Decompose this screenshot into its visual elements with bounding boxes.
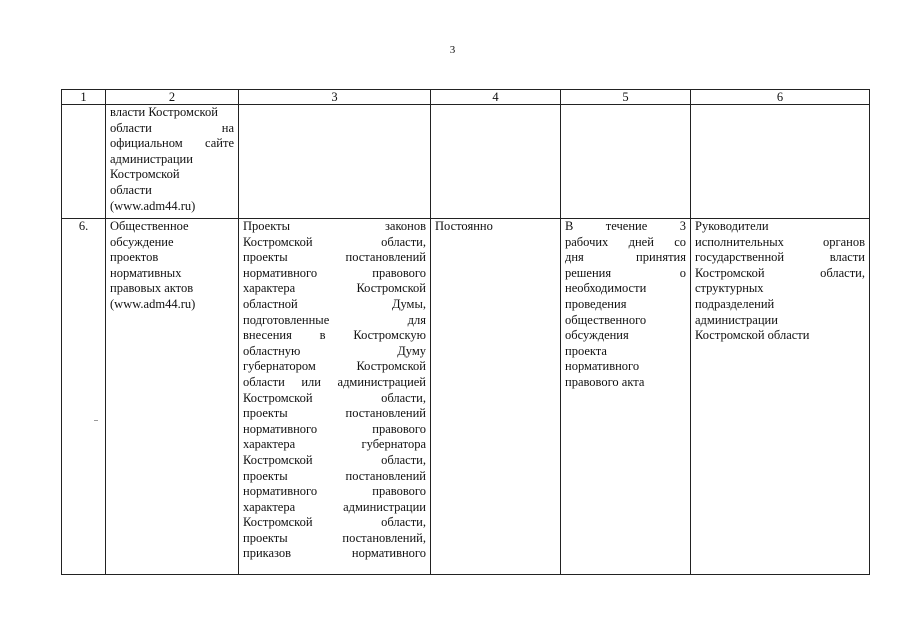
row-number-cell: 6.	[62, 219, 106, 575]
row-number-cell	[62, 105, 106, 219]
documents-cell	[239, 105, 431, 219]
table-row	[62, 219, 870, 575]
cell-text-line: рабочих дней со	[565, 234, 686, 249]
cell-text-line: подготовленные для	[243, 312, 426, 327]
cell-text-line: проектов	[110, 250, 159, 265]
cell-text-line: характера администрации	[243, 499, 426, 514]
cell-text-line: правового акта	[565, 374, 645, 389]
cell-text-line: проекты постановлений	[243, 406, 426, 421]
cell-text-line: проведения	[565, 296, 627, 311]
responsible-cell	[691, 219, 870, 575]
cell-text-line: области или администрацией	[243, 374, 426, 389]
documents-cell	[239, 219, 431, 575]
cell-text-line: Костромской области,	[243, 390, 426, 405]
cell-text-line: нормативного правового	[243, 265, 426, 280]
responsible-cell	[691, 105, 870, 219]
cell-text-line: необходимости	[565, 281, 647, 296]
deadline-cell	[431, 105, 561, 219]
cell-text-line: Костромской области,	[243, 452, 426, 467]
table-row	[62, 105, 870, 219]
cell-text-line: Костромской области	[695, 328, 810, 343]
resource-cell	[106, 105, 239, 219]
scan-mark	[94, 420, 98, 421]
cell-text-line: проекты постановлений	[243, 250, 426, 265]
document-table	[61, 89, 870, 575]
cell-text-line: администрации	[695, 312, 778, 327]
cell-text-line: проекта	[565, 343, 607, 358]
cell-text-line: проекты постановлений	[243, 468, 426, 483]
column-header-5: 5	[561, 90, 691, 105]
cell-text-line: проекты постановлений,	[243, 530, 426, 545]
cell-text-line: Постоянно	[435, 219, 493, 233]
cell-text-line: дня принятия	[565, 250, 686, 265]
column-header-4: 4	[431, 90, 561, 105]
timing-cell	[561, 219, 691, 575]
cell-text-line: решения о	[565, 265, 686, 280]
page-number: 3	[449, 44, 456, 56]
cell-text-line: губернатором Костромской	[243, 359, 426, 374]
cell-text-line: (www.adm44.ru)	[110, 296, 196, 311]
cell-text-line: государственной власти	[695, 250, 865, 265]
cell-text-line: области	[110, 182, 152, 197]
column-header-3: 3	[239, 90, 431, 105]
cell-text-line: внесения в Костромскую	[243, 328, 426, 343]
cell-text-line: общественного	[565, 312, 647, 327]
column-header-2: 2	[106, 90, 239, 105]
resource-cell	[106, 219, 239, 575]
cell-text-line: Костромской области,	[243, 515, 426, 530]
cell-text-line: власти Костромской	[110, 105, 218, 119]
column-header-1: 1	[62, 90, 106, 105]
cell-text-line: Костромской	[110, 167, 180, 182]
cell-text-line: нормативного правового	[243, 484, 426, 499]
cell-text-line: обсуждение	[110, 234, 174, 249]
cell-text-line: В течение 3	[565, 219, 686, 233]
cell-text-line: нормативного правового	[243, 421, 426, 436]
cell-text-line: приказов нормативного	[243, 546, 426, 561]
cell-text-line: исполнительных органов	[695, 234, 865, 249]
column-header-6: 6	[691, 90, 870, 105]
cell-text-line: характера Костромской	[243, 281, 426, 296]
cell-text-line: нормативных	[110, 265, 182, 280]
cell-text-line: Костромской области,	[243, 234, 426, 249]
cell-text-line: областной Думы,	[243, 296, 426, 311]
cell-text-line: правовых актов	[110, 281, 194, 296]
cell-text-line: структурных	[695, 281, 764, 296]
cell-text-line: Костромской области,	[695, 265, 865, 280]
cell-text-line: официальном сайте	[110, 136, 234, 151]
table-header-row	[62, 90, 870, 105]
cell-text-line: области на	[110, 120, 234, 135]
cell-text-line: Проекты законов	[243, 219, 426, 233]
cell-text-line: (www.adm44.ru)	[110, 198, 196, 213]
cell-text-line: обсуждения	[565, 328, 629, 343]
cell-text-line: характера губернатора	[243, 437, 426, 452]
cell-text-line: Руководители	[695, 219, 769, 233]
cell-text-line: Общественное	[110, 219, 189, 233]
timing-cell	[561, 105, 691, 219]
deadline-cell	[431, 219, 561, 575]
cell-text-line: администрации	[110, 151, 193, 166]
cell-text-line: подразделений	[695, 296, 775, 311]
cell-text-line: нормативного	[565, 359, 640, 374]
cell-text-line: областную Думу	[243, 343, 426, 358]
